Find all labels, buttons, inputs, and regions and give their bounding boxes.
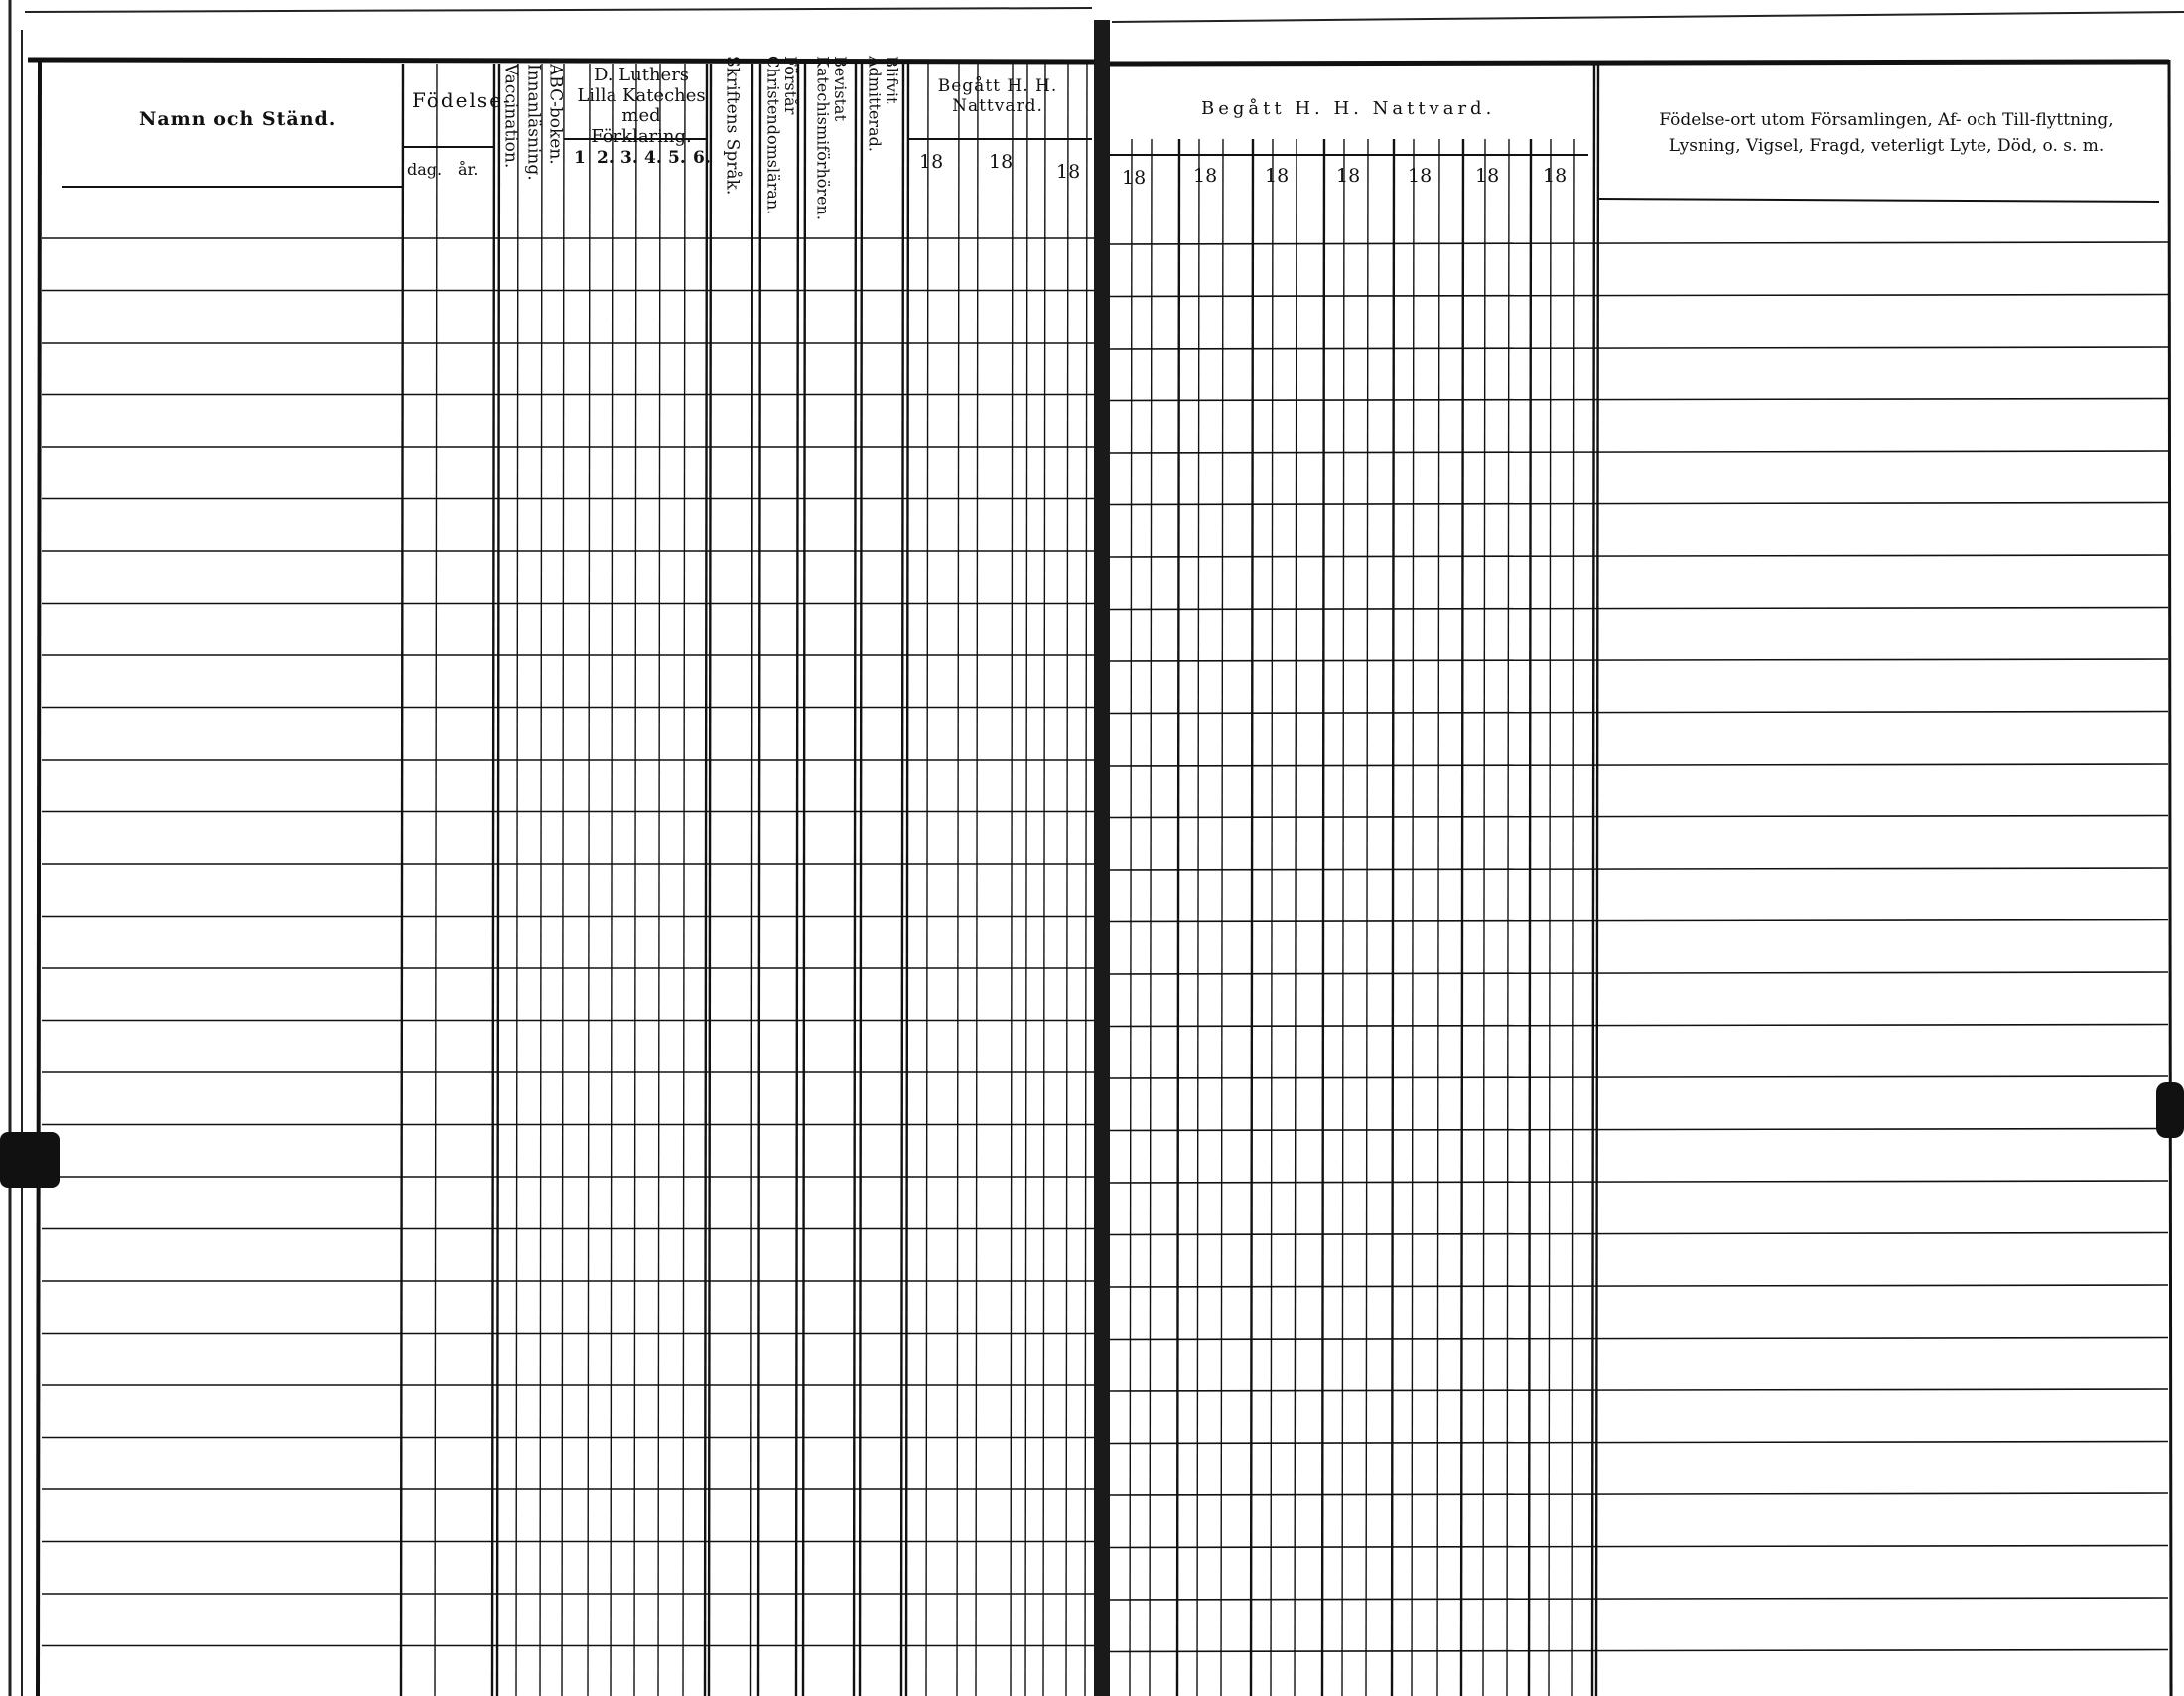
right-page-right-rule [2169, 60, 2171, 1696]
admitted-header: Blifvit Admitterad. [865, 56, 902, 152]
catechism-part-1: 1 [574, 148, 586, 168]
birth-header: Födelse- [412, 88, 512, 112]
catechism-part-3: 3. [620, 148, 638, 168]
abc-book-header: ABC-boken. [545, 64, 566, 165]
birth-day-header: dag. [407, 160, 443, 179]
scripture-header: Skriftens Språk. [722, 56, 743, 196]
year-prefix-right-7: 18 [1543, 165, 1568, 187]
understanding-header: Förstår Christendomsläran. [763, 56, 801, 215]
year-prefix-left-1: 18 [919, 151, 944, 173]
remarks-header: Födelse-ort utom Församlingen, Af- och Till-flyttning, Lysning, Vigsel, Fragd, veterligt Lyte, Död, o. s. m. [1659, 110, 2114, 157]
year-prefix-left-3: 18 [1056, 161, 1081, 183]
birth-year-header: år. [458, 160, 478, 179]
catechism-part-5: 5. [668, 148, 686, 168]
catechism-part-2: 2. [597, 148, 614, 168]
right-clip [2156, 1082, 2184, 1138]
left-page-left-rule [38, 60, 40, 1696]
year-prefix-right-3: 18 [1265, 165, 1290, 187]
catechism-hearing-header: Bevistat Katechismiförhören. [813, 56, 851, 220]
right-page-top-rule [1107, 62, 2169, 64]
vaccination-header: Vaccination. [500, 64, 521, 169]
communion-left-header: Begått H. H. Nattvard. [937, 76, 1058, 116]
year-prefix-right-2: 18 [1193, 165, 1218, 187]
year-prefix-right-4: 18 [1336, 165, 1361, 187]
luther-catechism-header: D. Luthers Lilla Kateches med Förklaring. [577, 65, 706, 148]
communion-right-header: Begått H. H. Nattvard. [1201, 98, 1496, 119]
year-prefix-right-6: 18 [1475, 165, 1500, 187]
year-prefix-right-5: 18 [1408, 165, 1433, 187]
catechism-part-4: 4. [644, 148, 662, 168]
left-page-top-rule [28, 60, 1097, 62]
name-header: Namn och Ständ. [139, 108, 337, 130]
catechism-part-6: 6. [693, 148, 711, 168]
left-clip [0, 1132, 60, 1188]
year-prefix-right-1: 18 [1122, 167, 1147, 189]
book-spine [1094, 20, 1110, 1696]
year-prefix-left-2: 18 [989, 151, 1014, 173]
reading-header: Innanläsning. [523, 64, 544, 181]
